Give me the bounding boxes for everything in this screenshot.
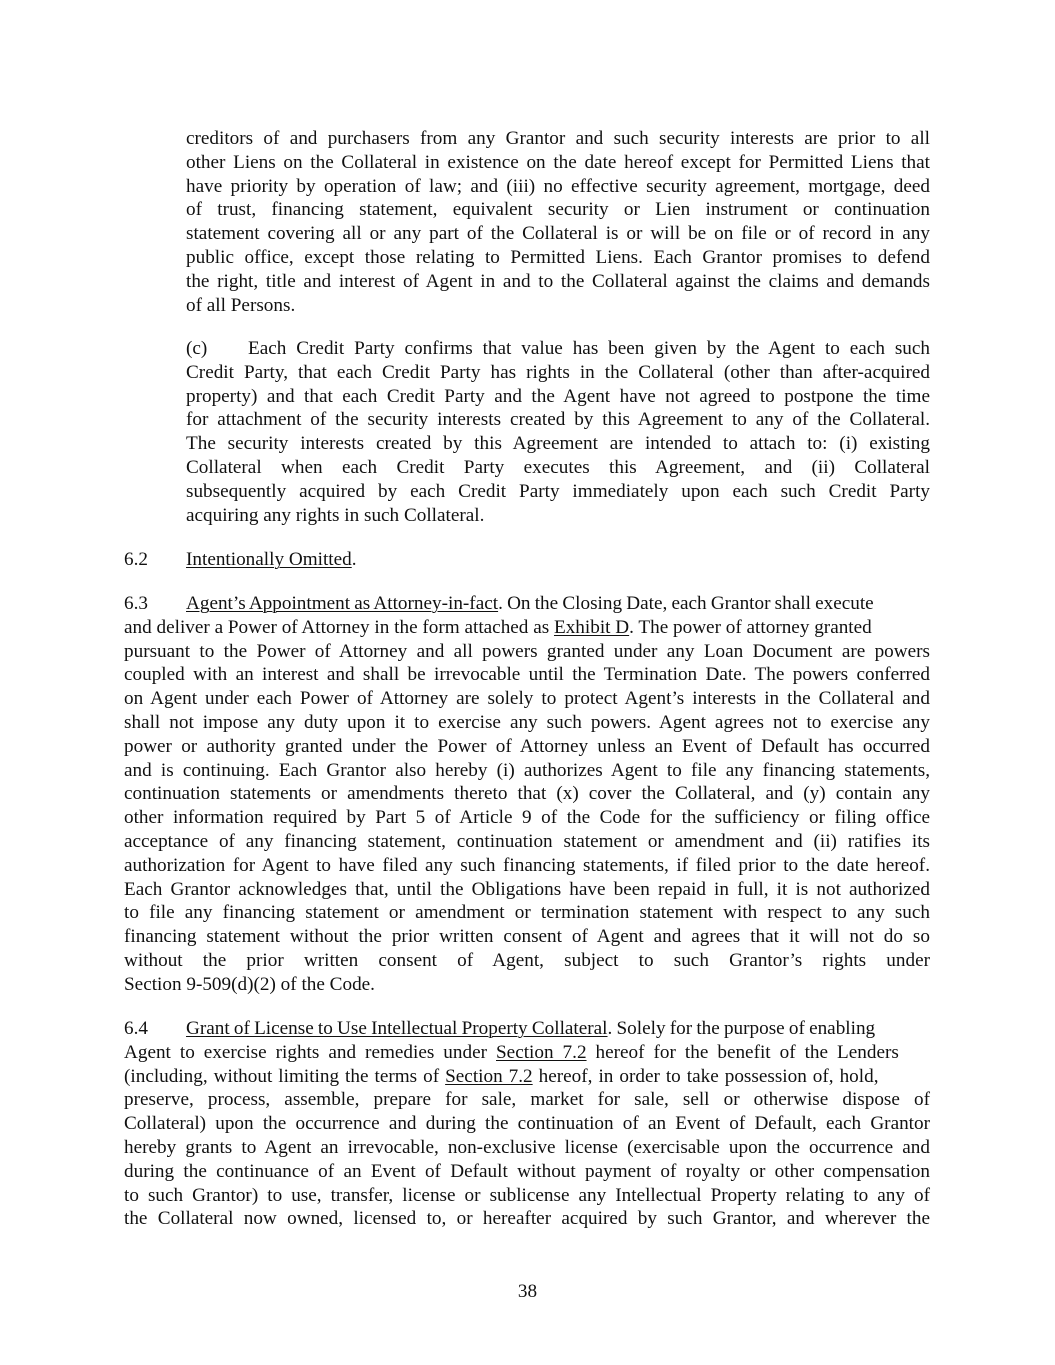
section-heading-line [124,548,930,572]
paragraph-b-continuation [186,127,930,317]
section-heading: Agent’s Appointment as Attorney-in-fact [186,593,499,614]
text-line: for attachment of the security interests created by this Agreement to any of the Collateral. [186,409,930,431]
text-line: of all Persons. [186,294,296,316]
text-line [186,337,930,361]
text-line: public office, except those relating to Permitted Liens. Each Grantor promises to defend [186,246,930,268]
text-line [124,1041,930,1065]
text-run: hereof for the benefit of the Lenders [586,1041,899,1063]
heading-punctuation: . [351,549,357,570]
text-line: continuation statements or amendments thereto that (x) cover the Collateral, and (y) contain any [124,783,930,805]
section-7-2-link[interactable]: Section 7.2 [496,1041,587,1063]
text-line: Each Grantor acknowledges that, until the Obligations have been repaid in full, it is not authorized [124,878,930,900]
text-line: The security interests created by this Agreement are intended to attach to: (i) existing [186,433,930,455]
text-line: on Agent under each Power of Attorney are solely to protect Agent’s interests in the Collateral and [124,688,930,710]
text-line: hereby grants to Agent an irrevocable, non-exclusive license (exercisable upon the occurrence and [124,1136,930,1158]
text-line: financing statement without the prior written consent of Agent and agrees that it will not do so [124,926,930,948]
text-line: shall not impose any duty upon it to exercise any such powers. Agent agrees not to exercise any [124,711,930,733]
text-line: Collateral) upon the occurrence and during the continuation of an Event of Default, each Grantor [124,1113,930,1135]
section-heading-line [124,1017,930,1041]
text-line: to such Grantor) to use, transfer, license or sublicense any Intellectual Property relating to any of [124,1184,930,1206]
section-heading: Intentionally Omitted [186,549,352,570]
text-run: hereof, in order to take possession of, hold, [532,1065,879,1087]
text-line: the Collateral now owned, licensed to, or hereafter acquired by such Grantor, and wherever the [124,1208,930,1230]
text-line [124,1065,930,1089]
text-run: and deliver a Power of Attorney in the form attached as [124,616,554,638]
section-heading: Grant of License to Use Intellectual Property Collateral [186,1018,608,1039]
section-heading-line [124,592,930,616]
section-6-4 [124,1017,930,1231]
text-line: of trust, financing statement, equivalent security or Lien instrument or continuation [186,199,930,221]
text-run: . On the Closing Date, each Grantor shall execute [498,593,874,614]
section-7-2-link[interactable]: Section 7.2 [445,1065,533,1087]
text-line: creditors of and purchasers from any Grantor and such security interests are prior to all [186,128,930,149]
paragraph-c-first-line: Each Credit Party confirms that value has been given by the Agent to each such [248,338,930,359]
text-line: Credit Party, that each Credit Party has rights in the Collateral (other than after-acquired [186,361,930,383]
text-line: coupled with an interest and shall be irrevocable until the Termination Date. The powers conferred [124,664,930,686]
text-line: without the prior written consent of Agent, subject to such Grantor’s rights under [124,949,930,971]
section-6-3 [124,592,930,997]
text-line: property) and that each Credit Party and the Agent have not agreed to postpone the time [186,385,930,407]
text-line: to file any financing statement or amendment or termination statement with respect to any such [124,902,930,924]
section-number: 6.2 [124,549,148,570]
text-line: during the continuance of an Event of Default without payment of royalty or other compensation [124,1160,930,1182]
text-line: acquiring any rights in such Collateral. [186,504,485,526]
section-number: 6.3 [124,593,148,614]
paragraph-c [186,337,930,527]
text-line: Collateral when each Credit Party executes this Agreement, and (ii) Collateral [186,456,930,478]
paragraph-label: (c) [186,338,208,359]
text-line: acceptance of any financing statement, continuation statement or amendment and (ii) ratifies its [124,830,930,852]
text-run: . The power of attorney granted [629,616,872,638]
text-line: statement covering all or any part of the Collateral is or will be on file or of record in any [186,223,930,245]
text-line: other information required by Part 5 of Article 9 of the Code for the sufficiency or filing office [124,807,930,829]
text-run: . Solely for the purpose of enabling [607,1018,876,1039]
text-line: have priority by operation of law; and (iii) no effective security agreement, mortgage, deed [186,175,930,197]
text-line: other Liens on the Collateral in existence on the date hereof except for Permitted Liens that [186,151,930,173]
text-line: power or authority granted under the Power of Attorney unless an Event of Default has occurred [124,735,930,757]
page-number: 38 [517,1281,538,1302]
text-line: preserve, process, assemble, prepare for sale, market for sale, sell or otherwise dispose of [124,1089,930,1111]
section-6-2 [124,548,930,572]
text-line [124,616,930,640]
exhibit-d-link[interactable]: Exhibit D [553,616,630,638]
text-line: and is continuing. Each Grantor also hereby (i) authorizes Agent to file any financing statements, [124,759,930,781]
text-line: subsequently acquired by each Credit Party immediately upon each such Credit Party [186,480,930,502]
text-line: the right, title and interest of Agent in and to the Collateral against the claims and demands [186,270,930,292]
text-run: (including, without limiting the terms of [124,1065,446,1087]
text-line: pursuant to the Power of Attorney and all powers granted under any Loan Document are powers [124,640,930,662]
text-line: Section 9-509(d)(2) of the Code. [124,973,375,995]
text-line: authorization for Agent to have filed any such financing statements, if filed prior to the date hereof. [124,854,930,876]
section-number: 6.4 [124,1018,148,1039]
text-run: Agent to exercise rights and remedies under [124,1041,496,1063]
